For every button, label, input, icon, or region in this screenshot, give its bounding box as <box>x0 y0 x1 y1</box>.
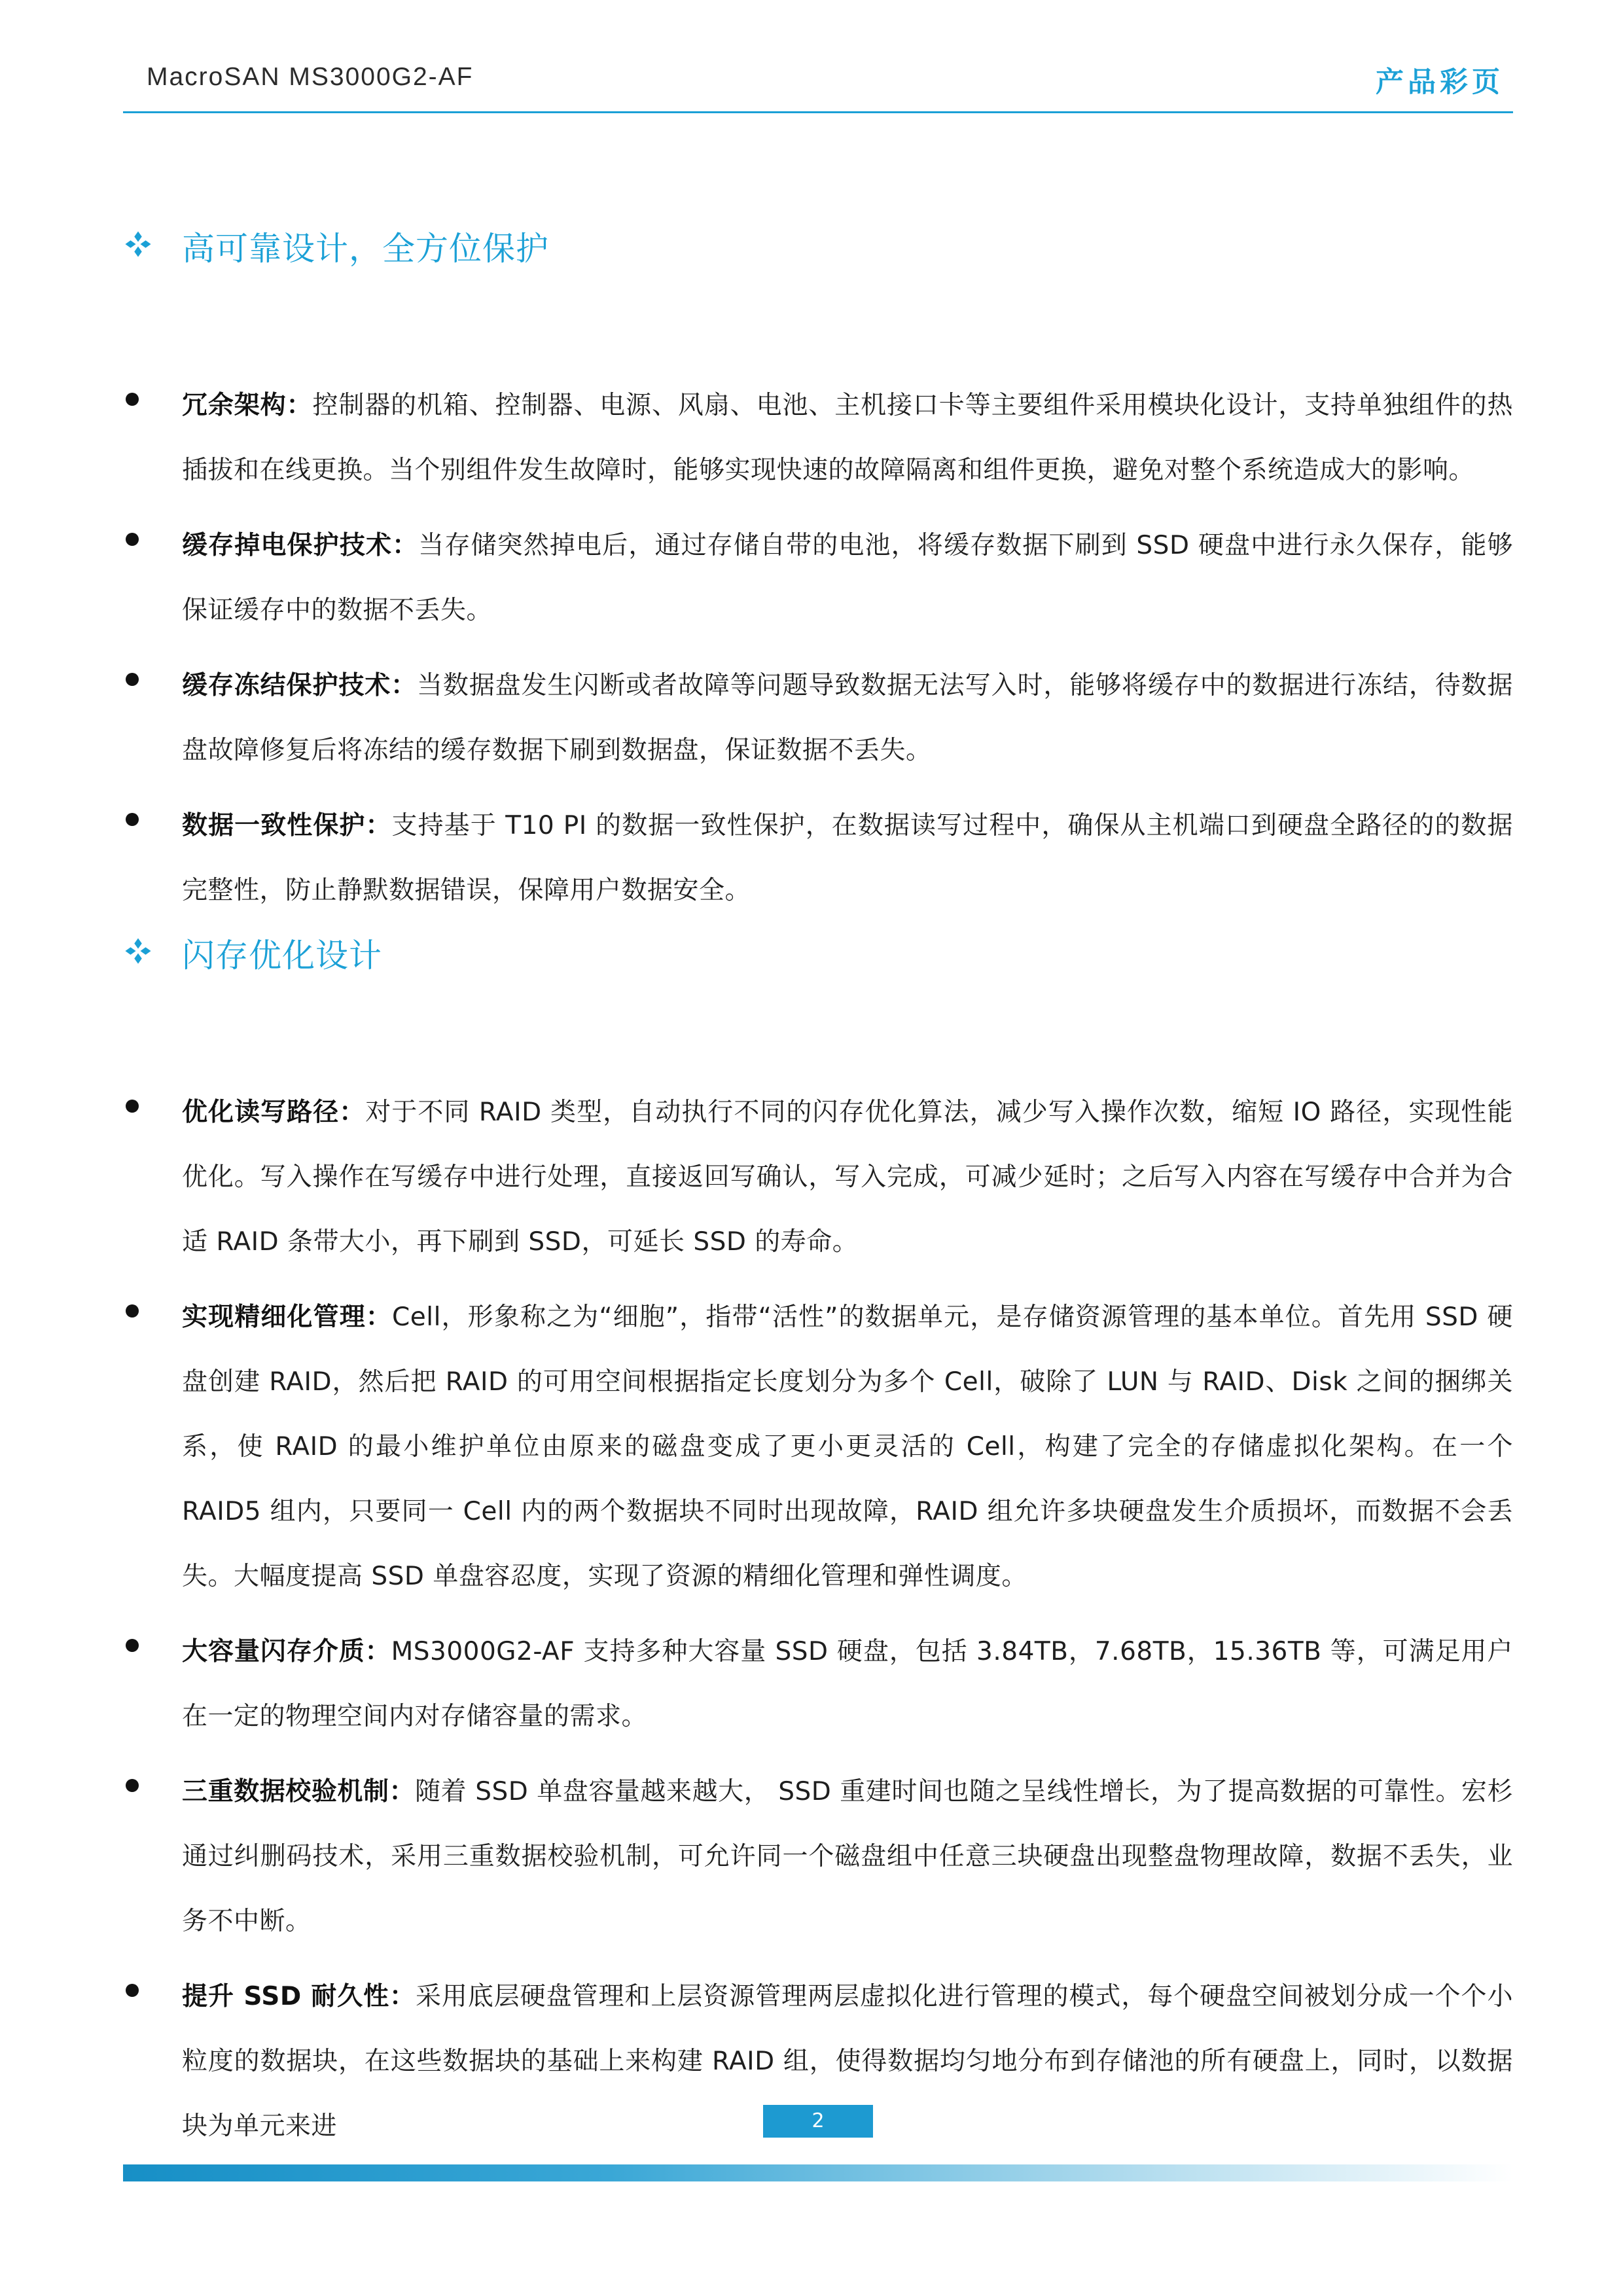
item-text: 对于不同 RAID 类型，自动执行不同的闪存优化算法，减少写入操作次数，缩短 IO 路径，实现性能优化。写入操作在写缓存中进行处理，直接返回写确认，写入完成，可减少延时；之后写入内容在写缓存中合并为合适 RAID 条带大小，再下刷到 SSD，可延长 SSD 的寿命。 <box>182 1098 1513 1257</box>
diamond-bullet-icon <box>123 229 153 259</box>
bullet-dot <box>126 1100 139 1113</box>
bullet-dot <box>126 393 139 406</box>
item-lead: 三重数据校验机制： <box>182 1777 416 1806</box>
list-item <box>123 373 1513 503</box>
item-text: MS3000G2-AF 支持多种大容量 SSD 硬盘，包括 3.84TB，7.68TB，15.36TB 等，可满足用户在一定的物理空间内对存储容量的需求。 <box>182 1637 1513 1731</box>
item-lead: 数据一致性保护： <box>182 811 392 840</box>
item-text: 支持基于 T10 PI 的数据一致性保护，在数据读写过程中，确保从主机端口到硬盘全路径的的数据完整性，防止静默数据错误，保障用户数据安全。 <box>182 811 1513 905</box>
section-title: 闪存优化设计 <box>182 937 382 975</box>
list-item <box>123 1619 1513 1749</box>
bullet-dot <box>126 533 139 546</box>
section-title-row <box>123 929 1513 982</box>
item-lead: 大容量闪存介质： <box>182 1637 391 1666</box>
list-item <box>123 653 1513 783</box>
item-text: 随着 SSD 单盘容量越来越大， SSD 重建时间也随之呈线性增长，为了提高数据的可靠性。宏杉通过纠删码技术，采用三重数据校验机制，可允许同一个磁盘组中任意三块硬盘出现整盘物理故障，数据不丢失，业务不中断。 <box>182 1777 1513 1936</box>
bullet-dot <box>126 1639 139 1652</box>
section-title: 高可靠设计，全方位保护 <box>182 230 549 268</box>
item-lead: 优化读写路径： <box>182 1098 366 1127</box>
section-title-row <box>123 223 1513 275</box>
bullet-dot <box>126 1304 139 1318</box>
item-text: 当数据盘发生闪断或者故障等问题导致数据无法写入时，能够将缓存中的数据进行冻结，待数据盘故障修复后将冻结的缓存数据下刷到数据盘，保证数据不丢失。 <box>182 671 1513 765</box>
list-item <box>123 1285 1513 1609</box>
item-lead: 缓存冻结保护技术： <box>182 671 418 700</box>
header-divider <box>123 111 1513 113</box>
list-item <box>123 1080 1513 1274</box>
list-item <box>123 513 1513 643</box>
page-header <box>123 63 1513 102</box>
item-lead: 缓存掉电保护技术： <box>182 531 419 560</box>
item-text: 采用底层硬盘管理和上层资源管理两层虚拟化进行管理的模式，每个硬盘空间被划分成一个个小粒度的数据块，在这些数据块的基础上来构建 RAID 组，使得数据均匀地分布到存储池的所有硬盘上，同时，以数据块为单元来进 <box>182 1982 1513 2141</box>
item-lead: 实现精细化管理： <box>182 1302 393 1332</box>
list-item <box>123 1759 1513 1954</box>
item-lead: 冗余架构： <box>182 391 313 420</box>
item-text: Cell，形象称之为“细胞”，指带“活性”的数据单元，是存储资源管理的基本单位。首先用 SSD 硬盘创建 RAID，然后把 RAID 的可用空间根据指定长度划分为多个 Cell，破除了 LUN 与 RAID、Disk 之间的捆绑关系，使 RAID 的最小维护单位由原来的磁盘变成了更小更灵活的 Cell，构建了完全的存储虚拟化架构。在一个 RAID5 组内，只要同一 Cell 内的两个数据块不同时出现故障，RAID 组允许多块硬盘发生介质损坏，而数据不会丢失。大幅度提高 SSD 单盘容忍度，实现了资源的精细化管理和弹性调度。 <box>182 1302 1513 1591</box>
section-reliability <box>123 223 1513 923</box>
bullet-dot <box>126 1779 139 1792</box>
item-lead: 提升 SSD 耐久性： <box>182 1982 416 2011</box>
brochure-label: 产品彩页 <box>1376 66 1504 99</box>
footer-gradient-bar <box>123 2164 1513 2181</box>
page-number: 2 <box>763 2105 873 2138</box>
diamond-bullet-icon <box>123 936 153 966</box>
bullet-dot <box>126 673 139 686</box>
product-name: MacroSAN MS3000G2-AF <box>147 63 474 91</box>
bullet-dot <box>126 813 139 826</box>
item-text: 控制器的机箱、控制器、电源、风扇、电池、主机接口卡等主要组件采用模块化设计，支持单独组件的热插拔和在线更换。当个别组件发生故障时，能够实现快速的故障隔离和组件更换，避免对整个系统造成大的影响。 <box>182 391 1513 485</box>
item-text: 当存储突然掉电后，通过存储自带的电池，将缓存数据下刷到 SSD 硬盘中进行永久保存，能够保证缓存中的数据不丢失。 <box>182 531 1513 625</box>
list-item <box>123 793 1513 923</box>
section-flash-optimization <box>123 929 1513 2159</box>
bullet-dot <box>126 1984 139 1997</box>
